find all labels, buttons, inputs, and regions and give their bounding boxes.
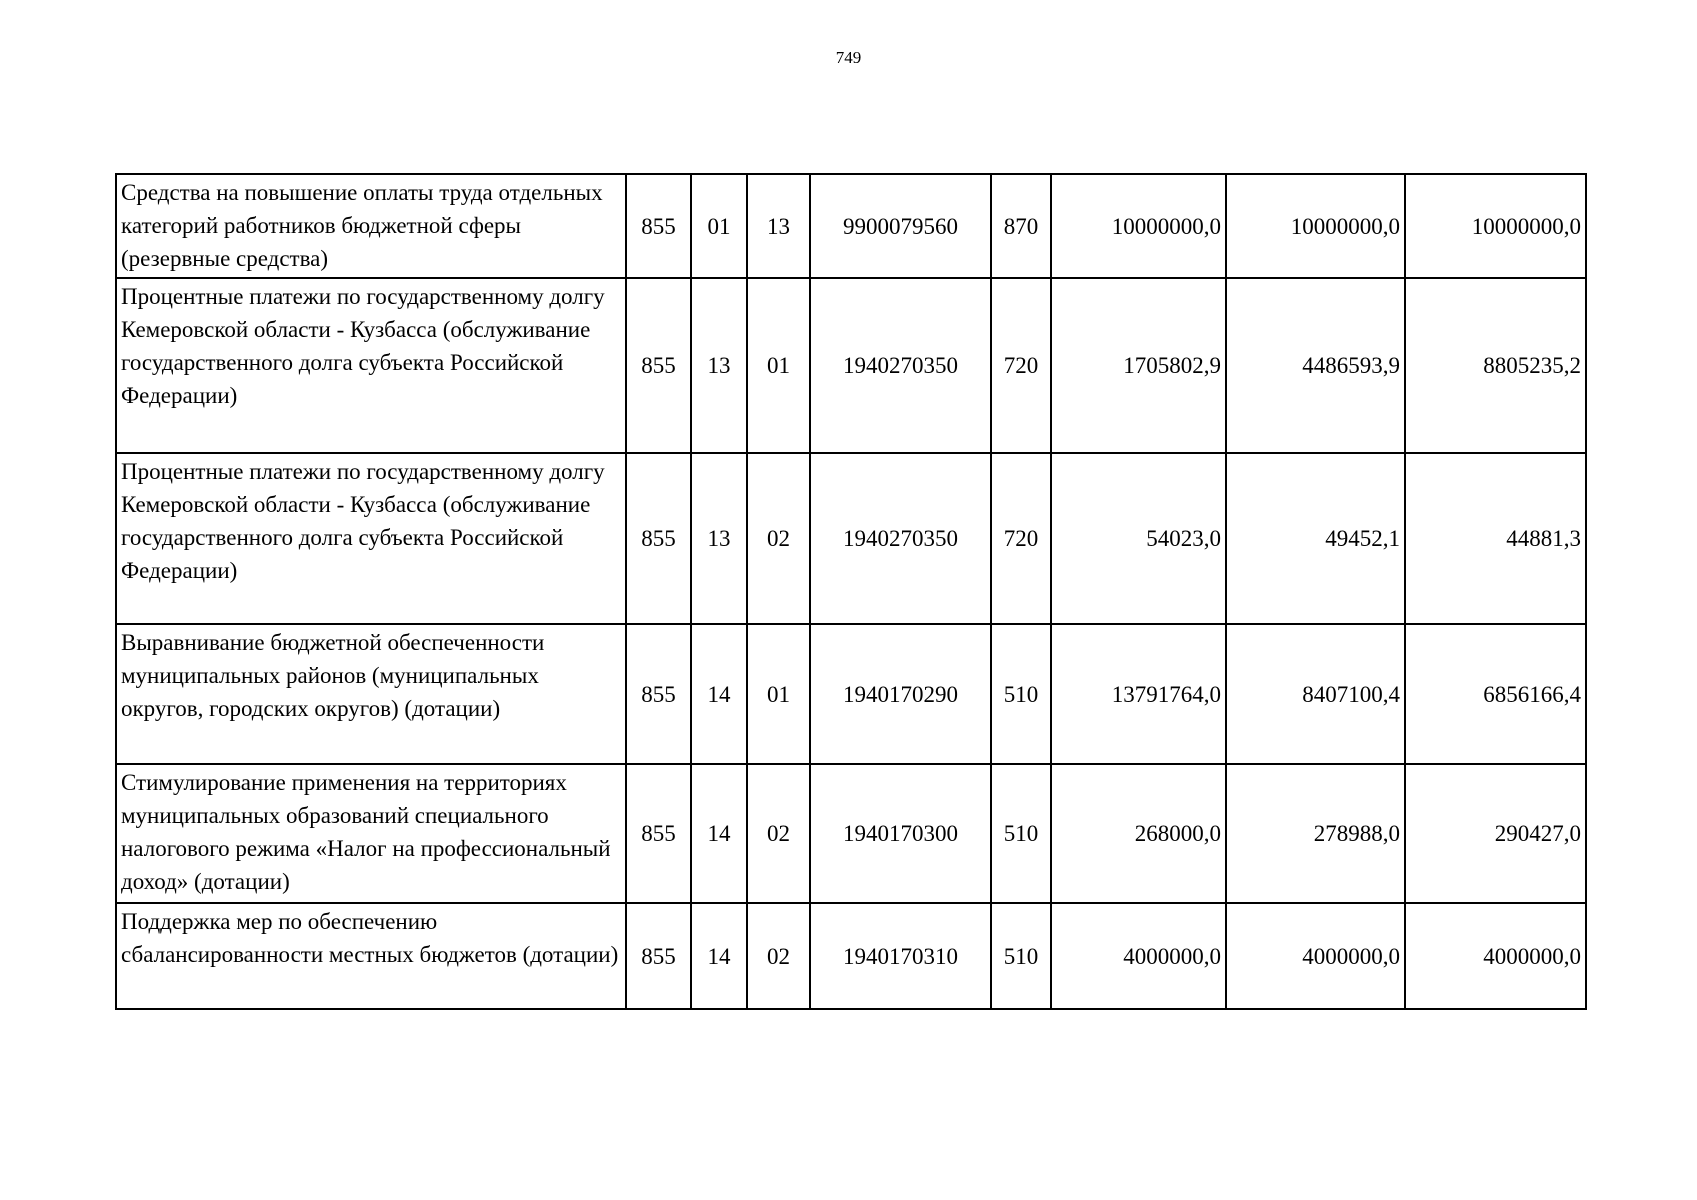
section-code: 13 (691, 278, 747, 453)
ministry-code: 855 (626, 624, 691, 764)
expense-type-code: 720 (991, 453, 1051, 624)
expense-type-code: 510 (991, 903, 1051, 1009)
expense-type-code: 510 (991, 764, 1051, 903)
amount-year-1: 268000,0 (1051, 764, 1226, 903)
subsection-code: 02 (747, 453, 810, 624)
table-row (116, 174, 1586, 278)
section-code: 14 (691, 764, 747, 903)
section-code: 14 (691, 624, 747, 764)
amount-year-1: 4000000,0 (1051, 903, 1226, 1009)
ministry-code: 855 (626, 174, 691, 278)
expense-type-code: 720 (991, 278, 1051, 453)
amount-year-3: 6856166,4 (1405, 624, 1586, 764)
section-code: 01 (691, 174, 747, 278)
amount-year-3: 290427,0 (1405, 764, 1586, 903)
subsection-code: 02 (747, 903, 810, 1009)
page-number: 749 (835, 48, 862, 67)
subsection-code: 01 (747, 624, 810, 764)
target-article-code: 1940270350 (810, 278, 991, 453)
target-article-code: 9900079560 (810, 174, 991, 278)
row-name: Процентные платежи по государственному долгу Кемеровской области - Кузбасса (обслуживание государственного долга субъекта Российской Федерации) (116, 278, 626, 453)
amount-year-1: 13791764,0 (1051, 624, 1226, 764)
row-name: Стимулирование применения на территориях муниципальных образований специального налогового режима «Налог на профессиональный доход» (дотации) (116, 764, 626, 903)
amount-year-2: 278988,0 (1226, 764, 1405, 903)
amount-year-2: 49452,1 (1226, 453, 1405, 624)
table-row (116, 624, 1586, 764)
ministry-code: 855 (626, 453, 691, 624)
amount-year-2: 4000000,0 (1226, 903, 1405, 1009)
subsection-code: 01 (747, 278, 810, 453)
target-article-code: 1940170300 (810, 764, 991, 903)
section-code: 13 (691, 453, 747, 624)
amount-year-1: 1705802,9 (1051, 278, 1226, 453)
target-article-code: 1940270350 (810, 453, 991, 624)
subsection-code: 02 (747, 764, 810, 903)
amount-year-3: 44881,3 (1405, 453, 1586, 624)
amount-year-1: 10000000,0 (1051, 174, 1226, 278)
table-row (116, 764, 1586, 903)
amount-year-2: 10000000,0 (1226, 174, 1405, 278)
section-code: 14 (691, 903, 747, 1009)
amount-year-1: 54023,0 (1051, 453, 1226, 624)
ministry-code: 855 (626, 764, 691, 903)
ministry-code: 855 (626, 278, 691, 453)
amount-year-3: 4000000,0 (1405, 903, 1586, 1009)
table-row (116, 278, 1586, 453)
ministry-code: 855 (626, 903, 691, 1009)
row-name: Выравнивание бюджетной обеспеченности муниципальных районов (муниципальных округов, городских округов) (дотации) (116, 624, 626, 764)
row-name: Поддержка мер по обеспечению сбалансированности местных бюджетов (дотации) (116, 903, 626, 1009)
table-row (116, 453, 1586, 624)
target-article-code: 1940170290 (810, 624, 991, 764)
table-row (116, 903, 1586, 1009)
amount-year-3: 10000000,0 (1405, 174, 1586, 278)
budget-table (115, 173, 1587, 1010)
expense-type-code: 870 (991, 174, 1051, 278)
amount-year-2: 8407100,4 (1226, 624, 1405, 764)
row-name: Процентные платежи по государственному долгу Кемеровской области - Кузбасса (обслуживание государственного долга субъекта Российской Федерации) (116, 453, 626, 624)
amount-year-3: 8805235,2 (1405, 278, 1586, 453)
expense-type-code: 510 (991, 624, 1051, 764)
amount-year-2: 4486593,9 (1226, 278, 1405, 453)
target-article-code: 1940170310 (810, 903, 991, 1009)
row-name: Средства на повышение оплаты труда отдельных категорий работников бюджетной сферы (резервные средства) (116, 174, 626, 278)
subsection-code: 13 (747, 174, 810, 278)
